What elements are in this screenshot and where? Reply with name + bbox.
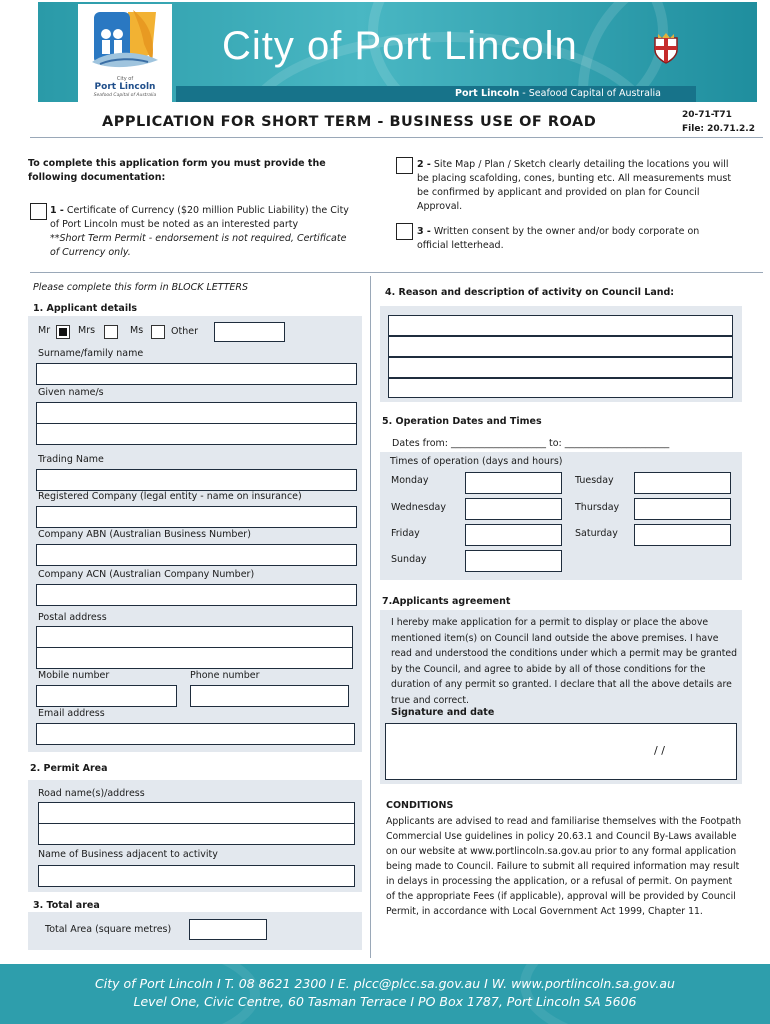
tuesday-label: Tuesday [575, 475, 614, 486]
total-area-label: Total Area (square metres) [45, 924, 172, 935]
company-acn-label: Company ACN (Australian Company Number) [38, 569, 255, 580]
agreement-text: I hereby make application for a permit to display or place the above mentioned item(s) on Council land outside the above premises. I have read and understood the conditions under which a permit may be granted by the Council, and agree to abide by all of those conditions for the duration of any permit so granted. I declare that all the above details are true and correct. [391, 617, 738, 706]
tagline-rest: - Seafood Capital of Australia [519, 88, 661, 99]
monday-hours-input[interactable] [465, 472, 562, 494]
reason-input-3[interactable] [388, 357, 733, 378]
conditions-text: Applicants are advised to read and familiarise themselves with the Footpath Commercial Use guidelines in policy 20.63.1 and Council By-Laws available on our website at www.portlincoln.sa.gov.au prior to any formal application being made to Council. Failure to submit all required information may result in delays in processing the application, or a refusal of permit. On payment of the appropriate Fees (if applicable), approval will be provided by Council Permit, in accordance with Local Government Act 1999, Chapter 11. [386, 816, 742, 917]
wednesday-label: Wednesday [391, 502, 447, 513]
section2-title: 2. Permit Area [30, 763, 108, 774]
title-ms-checkbox[interactable] [151, 325, 165, 339]
phone-number-label: Phone number [190, 670, 260, 681]
doc1-text [50, 204, 355, 260]
documentation-intro: To complete this application form you must provide the following documentation: [28, 158, 326, 183]
doc2-text [417, 158, 732, 214]
thursday-label: Thursday [575, 502, 620, 513]
section5-title: 5. Operation Dates and Times [382, 416, 542, 427]
doc3-num: 3 - [417, 226, 431, 237]
doc1-desc: Certificate of Currency ($20 million Public Liability) the City of Port Lincoln must be noted as an interested party [50, 205, 349, 230]
road-name-input-2[interactable] [38, 823, 355, 845]
given-names-label: Given name/s [38, 387, 104, 398]
postal-address-input-1[interactable] [36, 626, 353, 648]
postal-address-label: Postal address [38, 612, 107, 623]
title-mrs-label: Mrs [78, 325, 96, 336]
column-divider [370, 276, 371, 958]
trading-name-label: Trading Name [38, 454, 104, 465]
times-label: Times of operation (days and hours) [390, 456, 563, 467]
conditions-title: CONDITIONS [386, 800, 454, 811]
city-title: City of Port Lincoln [222, 24, 578, 68]
email-address-label: Email address [38, 708, 105, 719]
doc-divider [30, 272, 763, 273]
doc2-desc: Site Map / Plan / Sketch clearly detailing the locations you will be placing scafolding, cones, bunting etc. All measurements must be confirmed by applicant and provided on plan for Council Approval. [417, 159, 732, 212]
wednesday-hours-input[interactable] [465, 498, 562, 520]
sunday-label: Sunday [391, 554, 427, 565]
postal-address-input-2[interactable] [36, 647, 353, 669]
section7-title: 7.Applicants agreement [382, 596, 511, 607]
doc1-num: 1 - [50, 205, 64, 216]
trading-name-input[interactable] [36, 469, 357, 491]
phone-number-input[interactable] [190, 685, 349, 707]
total-area-input[interactable] [189, 919, 267, 940]
company-abn-label: Company ABN (Australian Business Number) [38, 529, 251, 540]
doc2-checkbox[interactable] [396, 157, 413, 174]
road-name-label: Road name(s)/address [38, 788, 145, 799]
doc1-checkbox[interactable] [30, 203, 47, 220]
given-names-input-1[interactable] [36, 402, 357, 424]
doc3-text [417, 225, 732, 253]
saturday-label: Saturday [575, 528, 618, 539]
title-other-label: Other [171, 326, 198, 337]
sunday-hours-input[interactable] [465, 550, 562, 572]
registered-company-input[interactable] [36, 506, 357, 528]
section1-title: 1. Applicant details [33, 303, 138, 314]
road-name-input-1[interactable] [38, 802, 355, 824]
title-mr-label: Mr [38, 325, 51, 336]
reason-input-4[interactable] [388, 378, 733, 398]
signature-box[interactable] [385, 723, 737, 780]
saturday-hours-input[interactable] [634, 524, 731, 546]
city-logo [78, 4, 172, 102]
email-address-input[interactable] [36, 723, 355, 745]
section4-title: 4. Reason and description of activity on Council Land: [385, 287, 675, 298]
doc1-note: **Short Term Permit - endorsement is not required, Certificate of Currency only. [50, 233, 347, 258]
reason-input-2[interactable] [388, 336, 733, 357]
tagline-bold: Port Lincoln [455, 88, 520, 99]
friday-hours-input[interactable] [465, 524, 562, 546]
mobile-number-label: Mobile number [38, 670, 110, 681]
company-abn-input[interactable] [36, 544, 357, 566]
signature-label: Signature and date [391, 707, 495, 718]
doc3-checkbox[interactable] [396, 223, 413, 240]
thursday-hours-input[interactable] [634, 498, 731, 520]
logo-text-main: Port Lincoln [94, 82, 156, 92]
given-names-input-2[interactable] [36, 423, 357, 445]
adjacent-business-input[interactable] [38, 865, 355, 887]
title-other-input[interactable] [214, 322, 285, 342]
title-mr-checked-mark [59, 328, 67, 336]
form-title: APPLICATION FOR SHORT TERM - BUSINESS USE OF ROAD [102, 114, 597, 130]
section3-title: 3. Total area [33, 900, 100, 911]
footer-address-line: Level One, Civic Centre, 60 Tasman Terrace I PO Box 1787, Port Lincoln SA 5606 [133, 994, 637, 1009]
title-divider [30, 137, 763, 138]
surname-label: Surname/family name [38, 348, 144, 359]
doc2-num: 2 - [417, 159, 431, 170]
adjacent-business-label: Name of Business adjacent to activity [38, 849, 218, 860]
title-mrs-checkbox[interactable] [104, 325, 118, 339]
logo-text-sub: Seafood Capital of Australia [93, 93, 157, 98]
title-ms-label: Ms [130, 325, 144, 336]
dates-from-line[interactable]: Dates from: ____________________ to: ______________________ [392, 438, 670, 449]
registered-company-label: Registered Company (legal entity - name on insurance) [38, 491, 302, 502]
footer-contact-line: City of Port Lincoln I T. 08 8621 2300 I E. plcc@plcc.sa.gov.au I W. www.portlincoln.sa.gov.au [95, 976, 675, 991]
company-acn-input[interactable] [36, 584, 357, 606]
logo-text-small: City of [116, 76, 134, 82]
tuesday-hours-input[interactable] [634, 472, 731, 494]
coat-of-arms-icon [652, 32, 680, 64]
tagline [455, 88, 661, 99]
doc3-desc: Written consent by the owner and/or body corporate on official letterhead. [417, 226, 700, 251]
reason-input-1[interactable] [388, 315, 733, 336]
mobile-number-input[interactable] [36, 685, 177, 707]
file-number: File: 20.71.2.2 [682, 124, 755, 134]
surname-input[interactable] [36, 363, 357, 385]
form-number: 20-71-T71 [682, 110, 732, 120]
block-letters-note: Please complete this form in BLOCK LETTERS [33, 282, 249, 293]
form-code [682, 108, 755, 136]
monday-label: Monday [391, 475, 429, 486]
date-slashes: / / [654, 744, 665, 757]
friday-label: Friday [391, 528, 420, 539]
title-mr-checkbox[interactable] [56, 325, 70, 339]
